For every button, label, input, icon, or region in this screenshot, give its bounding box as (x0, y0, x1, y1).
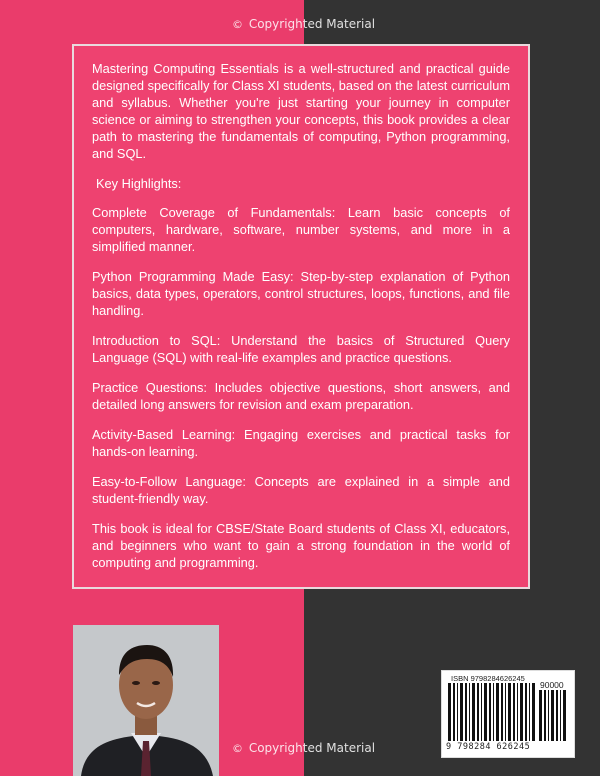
closing-paragraph: This book is ideal for CBSE/State Board students of Class XI, educators, and beginners who want to gain a strong foundation in the world of computing and programming. (92, 521, 510, 570)
highlight-activity: Activity-Based Learning: Engaging exercises and practical tasks for hands-on learning. (92, 427, 510, 459)
copyright-watermark-top (232, 17, 375, 31)
watermark-text: Copyrighted Material (248, 741, 376, 755)
highlight-practice: Practice Questions: Includes objective questions, short answers, and detailed long answers for revision and exam preparation. (92, 380, 510, 412)
key-highlights-heading: Key Highlights: (96, 176, 182, 191)
isbn-barcode (441, 670, 575, 758)
copyright-watermark-bottom (232, 741, 375, 755)
highlight-python: Python Programming Made Easy: Step-by-step explanation of Python basics, data types, operators, control structures, loops, functions, and file handling. (92, 269, 510, 318)
barcode-bars-addon (539, 690, 569, 741)
intro-paragraph: Mastering Computing Essentials is a well-structured and practical guide designed specifically for Class XI students, based on the latest curriculum and syllabus. Whether you're just starting your journey in computer science or aiming to strengthen your concepts, this book provides a clear path to mastering the fundamentals of computing, Python programming, and SQL. (92, 61, 510, 161)
isbn-label: ISBN 9798284626245 (451, 674, 525, 683)
description-box (72, 44, 530, 589)
price-code: 90000 (540, 680, 564, 690)
watermark-text: Copyrighted Material (248, 17, 376, 31)
barcode-bars-main (448, 683, 536, 741)
highlight-fundamentals: Complete Coverage of Fundamentals: Learn basic concepts of computers, hardware, software, number systems, and more in a simplified manner. (92, 205, 510, 254)
highlight-sql: Introduction to SQL: Understand the basics of Structured Query Language (SQL) with real-life examples and practice questions. (92, 333, 510, 365)
isbn-digits: 9 798284 626245 (446, 742, 531, 752)
highlight-language: Easy-to-Follow Language: Concepts are explained in a simple and student-friendly way. (92, 474, 510, 506)
copyright-symbol-icon: © (232, 18, 243, 31)
copyright-symbol-icon: © (232, 742, 243, 755)
author-photo (73, 625, 219, 776)
